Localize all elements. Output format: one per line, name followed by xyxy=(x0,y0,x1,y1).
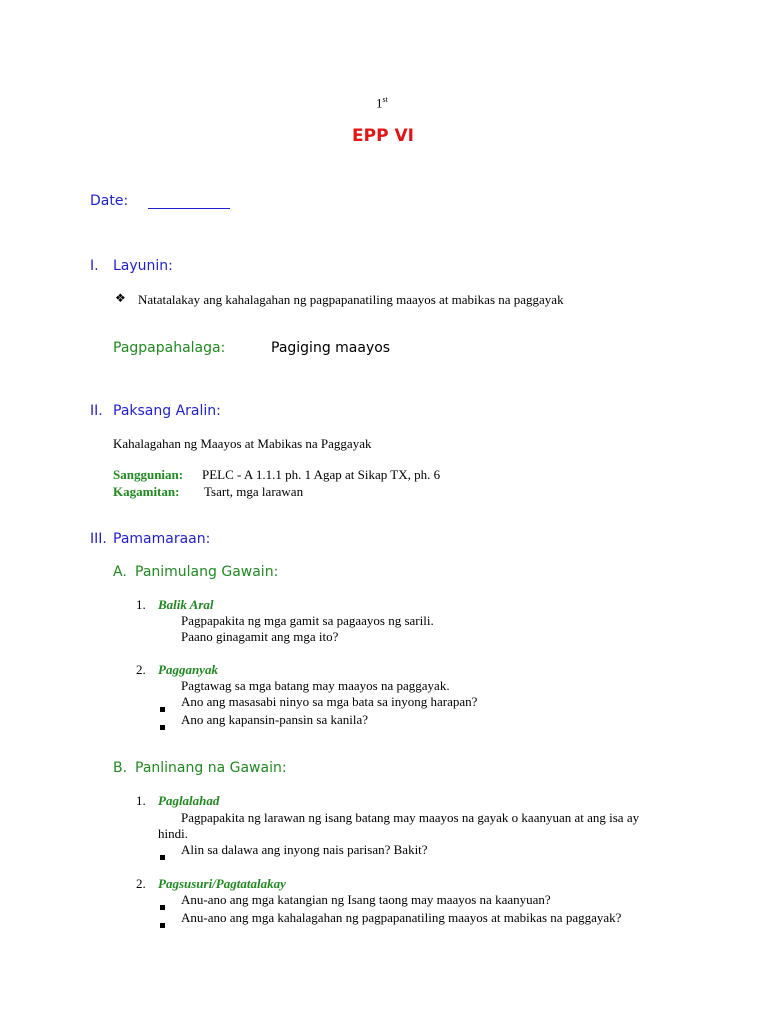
date-label: Date: xyxy=(90,193,129,209)
a1-line-1: Pagpapakita ng mga gamit sa pagaayos ng sarili. xyxy=(181,613,434,628)
section-1-title: Layunin: xyxy=(113,258,173,274)
section-2-numeral: II. xyxy=(90,403,103,419)
b2-bullet-2: Anu-ano ang mga kahalagahan ng pagpapanatiling maayos at mabikas na paggayak? xyxy=(181,910,622,925)
b2-title: Pagsusuri/Pagtatalakay xyxy=(158,876,286,891)
quarter-label xyxy=(376,92,388,111)
square-bullet-icon xyxy=(160,717,165,735)
square-bullet-icon xyxy=(160,847,165,865)
document-title: EPP VI xyxy=(352,126,414,146)
a2-title: Pagganyak xyxy=(158,662,218,677)
part-a-letter: A. xyxy=(113,564,127,580)
materials-label: Kagamitan: xyxy=(113,484,180,499)
date-blank-line xyxy=(148,195,230,214)
valuing-value: Pagiging maayos xyxy=(271,340,391,356)
b1-title: Paglalahad xyxy=(158,793,220,808)
a1-title: Balik Aral xyxy=(158,597,214,612)
objective-text: Natatalakay ang kahalagahan ng pagpapanatiling maayos at mabikas na paggayak xyxy=(138,292,564,307)
part-b-title: Panlinang na Gawain: xyxy=(135,760,287,776)
square-bullet-icon xyxy=(160,915,165,933)
materials-value: Tsart, mga larawan xyxy=(204,484,304,499)
quarter-superscript: st xyxy=(382,95,388,104)
reference-label: Sanggunian: xyxy=(113,467,184,482)
b1-number: 1. xyxy=(136,793,146,808)
section-2-title: Paksang Aralin: xyxy=(113,403,221,419)
b2-bullet-1: Anu-ano ang mga katangian ng Isang taong may maayos na kaanyuan? xyxy=(181,892,551,907)
a2-bullet-1: Ano ang masasabi ninyo sa mga bata sa inyong harapan? xyxy=(181,694,478,709)
topic-text: Kahalagahan ng Maayos at Mabikas na Paggayak xyxy=(113,436,372,451)
square-bullet-icon xyxy=(160,699,165,717)
a1-line-2: Paano ginagamit ang mga ito? xyxy=(181,629,339,644)
square-bullet-icon xyxy=(160,897,165,915)
quarter-number: 1 xyxy=(376,95,383,111)
a1-number: 1. xyxy=(136,597,146,612)
b1-line-1: Pagpapakita ng larawan ng isang batang may maayos na gayak o kaanyuan at ang isa ay xyxy=(181,810,640,825)
a2-line-1: Pagtawag sa mga batang may maayos na paggayak. xyxy=(181,678,450,693)
part-a-title: Panimulang Gawain: xyxy=(135,564,279,580)
section-3-numeral: III. xyxy=(90,531,107,547)
b2-number: 2. xyxy=(136,876,146,891)
a2-bullet-2: Ano ang kapansin-pansin sa kanila? xyxy=(181,712,369,727)
a2-number: 2. xyxy=(136,662,146,677)
b1-bullet-1: Alin sa dalawa ang inyong nais parisan? Bakit? xyxy=(181,842,428,857)
valuing-label: Pagpapahalaga: xyxy=(113,340,226,356)
b1-line-2: hindi. xyxy=(158,826,188,841)
part-b-letter: B. xyxy=(113,760,128,776)
section-1-numeral: I. xyxy=(90,258,99,274)
section-3-title: Pamamaraan: xyxy=(113,531,211,547)
reference-value: PELC - A 1.1.1 ph. 1 Agap at Sikap TX, ph. 6 xyxy=(202,467,441,482)
diamond-bullet-icon: ❖ xyxy=(115,291,126,305)
